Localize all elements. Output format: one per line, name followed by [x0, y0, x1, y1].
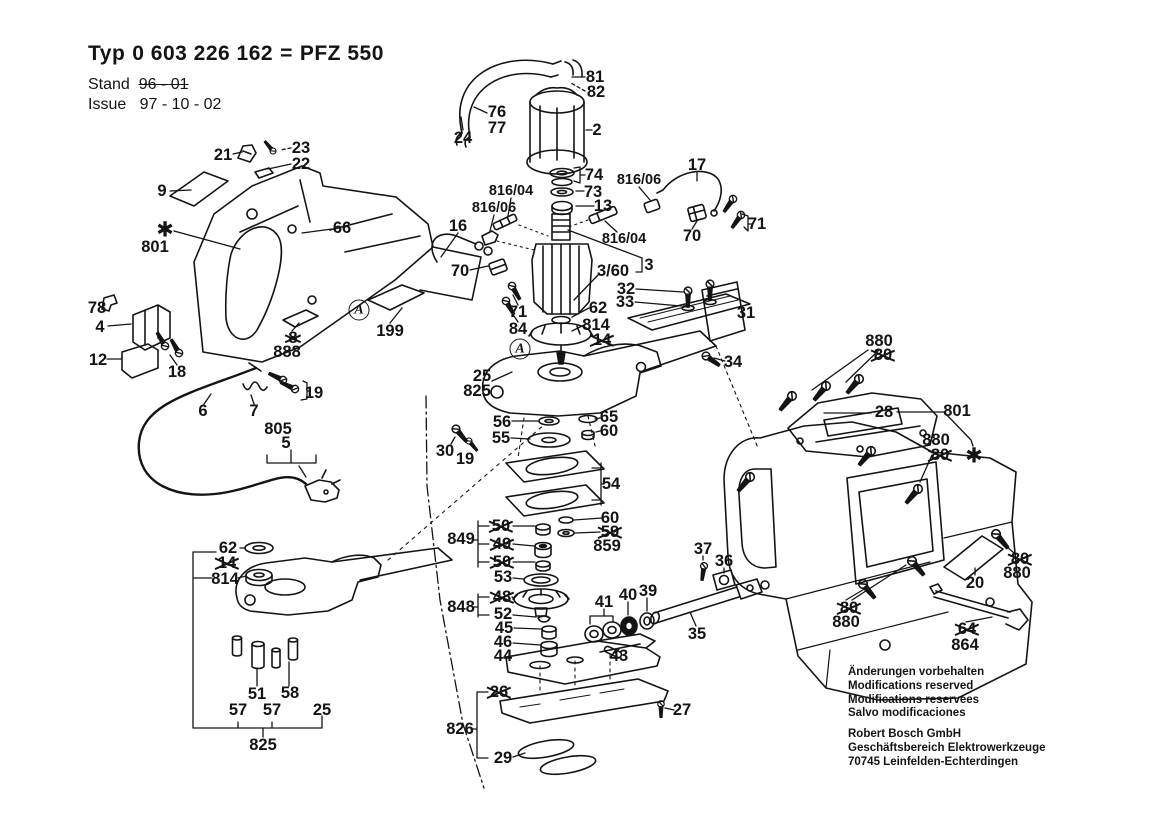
part-label-36: 36	[714, 551, 734, 570]
part-label-A: A	[510, 339, 531, 360]
type-line	[88, 42, 384, 66]
footer-note-en: Modifications reserved	[848, 679, 974, 692]
part-label-70: 70	[450, 261, 470, 280]
part-label-74: 74	[584, 165, 604, 184]
part-label-16: 16	[448, 216, 468, 235]
part-label-80: 80	[839, 598, 859, 617]
part-label-✱: ✱	[965, 444, 983, 468]
company-name: Robert Bosch GmbH	[848, 728, 962, 741]
part-label-82: 82	[586, 82, 606, 101]
part-label-17: 17	[687, 155, 707, 174]
part-label-39: 39	[638, 581, 658, 600]
part-label-8: 8	[288, 328, 298, 347]
part-label-46: 46	[493, 632, 513, 651]
part-label-50: 50	[491, 516, 511, 535]
part-label-64: 64	[957, 619, 977, 638]
part-label-48: 48	[492, 587, 512, 606]
part-label-19: 19	[455, 449, 475, 468]
part-label-58: 58	[280, 683, 300, 702]
part-label-29: 29	[493, 748, 513, 767]
part-label-57: 57	[262, 700, 282, 719]
part-label-80: 80	[1010, 549, 1030, 568]
part-label-52: 52	[493, 604, 513, 623]
part-label-880: 880	[922, 430, 950, 449]
part-label-20: 20	[965, 573, 985, 592]
part-label-66: 66	[332, 218, 352, 237]
issue-line	[88, 96, 384, 114]
part-label-25: 25	[472, 366, 492, 385]
part-label-801: 801	[943, 401, 971, 420]
company-city: 70745 Leinfelden-Echterdingen	[848, 755, 1018, 768]
footer-note-fr: Modifications reservees	[848, 693, 980, 706]
part-label-14: 14	[592, 330, 612, 349]
base-plate-group	[506, 634, 660, 684]
footplate-group	[500, 652, 668, 778]
part-label-24: 24	[453, 128, 473, 147]
part-label-825: 825	[463, 381, 491, 400]
part-label-77: 77	[487, 118, 507, 137]
model-name: PFZ 550	[299, 42, 384, 65]
footer-note-es: Salvo modificaciones	[848, 707, 966, 720]
part-label-31: 31	[736, 303, 756, 322]
issue-value: 97 - 10 - 02	[139, 96, 222, 113]
part-label-864: 864	[951, 635, 979, 654]
part-label-43: 43	[609, 646, 629, 665]
gasket-stack-group	[506, 451, 604, 537]
part-label-12: 12	[88, 350, 108, 369]
part-label-54: 54	[601, 474, 621, 493]
part-label-32: 32	[616, 279, 636, 298]
part-label-19: 19	[304, 383, 324, 402]
part-label-880: 880	[1003, 563, 1031, 582]
part-label-26: 26	[489, 682, 509, 701]
part-label-51: 51	[247, 684, 267, 703]
part-label-81: 81	[585, 67, 605, 86]
part-label-80: 80	[873, 345, 893, 364]
part-label-41: 41	[594, 592, 614, 611]
part-label-71: 71	[747, 214, 767, 233]
part-label-9: 9	[157, 181, 167, 200]
footer-block	[848, 666, 1046, 770]
part-label-53: 53	[493, 567, 513, 586]
type-equals: =	[280, 42, 293, 65]
part-label-6: 6	[198, 401, 208, 420]
part-label-40: 40	[618, 585, 638, 604]
blade-bracket-group	[628, 282, 750, 341]
type-code: 0 603 226 162	[132, 42, 274, 65]
fan-stack-group	[513, 524, 762, 659]
part-label-23: 23	[291, 138, 311, 157]
part-label-45: 45	[494, 618, 514, 637]
right-housing-group	[724, 393, 1032, 700]
part-label-814: 814	[582, 315, 610, 334]
part-label-A: A	[349, 300, 370, 321]
stand-value: 96 - 01	[138, 76, 189, 93]
part-label-848: 848	[447, 597, 475, 616]
part-label-34: 34	[723, 352, 743, 371]
part-label-27: 27	[672, 700, 692, 719]
part-label-84: 84	[508, 319, 528, 338]
type-label: Typ	[88, 42, 126, 65]
company-division: Geschäftsbereich Elektrowerkzeuge	[848, 741, 1046, 754]
part-label-28: 28	[874, 402, 894, 421]
part-label-78: 78	[87, 298, 107, 317]
part-label-826: 826	[446, 719, 474, 738]
part-label-5: 5	[281, 433, 291, 452]
part-label-33: 33	[615, 292, 635, 311]
part-label-805: 805	[264, 419, 292, 438]
title-block	[88, 42, 384, 114]
part-label-816-06: 816/06	[616, 171, 662, 188]
part-label-30: 30	[435, 441, 455, 460]
part-label-49: 49	[492, 534, 512, 553]
part-label-65: 65	[599, 407, 619, 426]
part-label-888: 888	[273, 342, 301, 361]
part-label-816-04: 816/04	[601, 230, 647, 247]
part-label-801: 801	[141, 237, 169, 256]
footer-note-de: Änderungen vorbehalten	[848, 666, 985, 678]
part-label-35: 35	[687, 624, 707, 643]
part-label-73: 73	[583, 182, 603, 201]
part-label-60: 60	[600, 508, 620, 527]
part-label-7: 7	[249, 401, 259, 420]
part-label-880: 880	[832, 612, 860, 631]
part-label-199: 199	[376, 321, 404, 340]
part-label-816-04: 816/04	[488, 182, 534, 199]
part-label-55: 55	[491, 428, 511, 447]
stand-line	[88, 76, 384, 94]
part-label-13: 13	[593, 196, 613, 215]
wiring-group	[432, 171, 721, 275]
part-label-60: 60	[599, 421, 619, 440]
part-label-21: 21	[213, 145, 233, 164]
part-label-14: 14	[217, 553, 237, 572]
part-label-859: 859	[593, 536, 621, 555]
part-label-37: 37	[693, 539, 713, 558]
part-label-59: 59	[600, 522, 620, 541]
part-label-22: 22	[291, 154, 311, 173]
issue-label: Issue	[88, 96, 127, 113]
part-label-70: 70	[682, 226, 702, 245]
part-label-4: 4	[95, 317, 105, 336]
part-label-880: 880	[865, 331, 893, 350]
part-label-62: 62	[588, 298, 608, 317]
part-label-80: 80	[930, 445, 950, 464]
part-label-3-60: 3/60	[596, 261, 630, 280]
part-label-25: 25	[312, 700, 332, 719]
part-label-3: 3	[644, 255, 654, 274]
part-label-50: 50	[492, 552, 512, 571]
part-label-✱: ✱	[156, 218, 174, 242]
part-label-2: 2	[592, 120, 602, 139]
part-label-816-06: 816/06	[471, 199, 517, 216]
part-label-849: 849	[447, 529, 475, 548]
part-label-56: 56	[492, 412, 512, 431]
stand-label: Stand	[88, 76, 130, 93]
part-label-825: 825	[249, 735, 277, 754]
part-label-57: 57	[228, 700, 248, 719]
part-label-44: 44	[493, 646, 513, 665]
part-label-76: 76	[487, 102, 507, 121]
part-label-62: 62	[218, 538, 238, 557]
part-label-71: 71	[508, 302, 528, 321]
part-label-18: 18	[167, 362, 187, 381]
part-label-814: 814	[211, 569, 239, 588]
